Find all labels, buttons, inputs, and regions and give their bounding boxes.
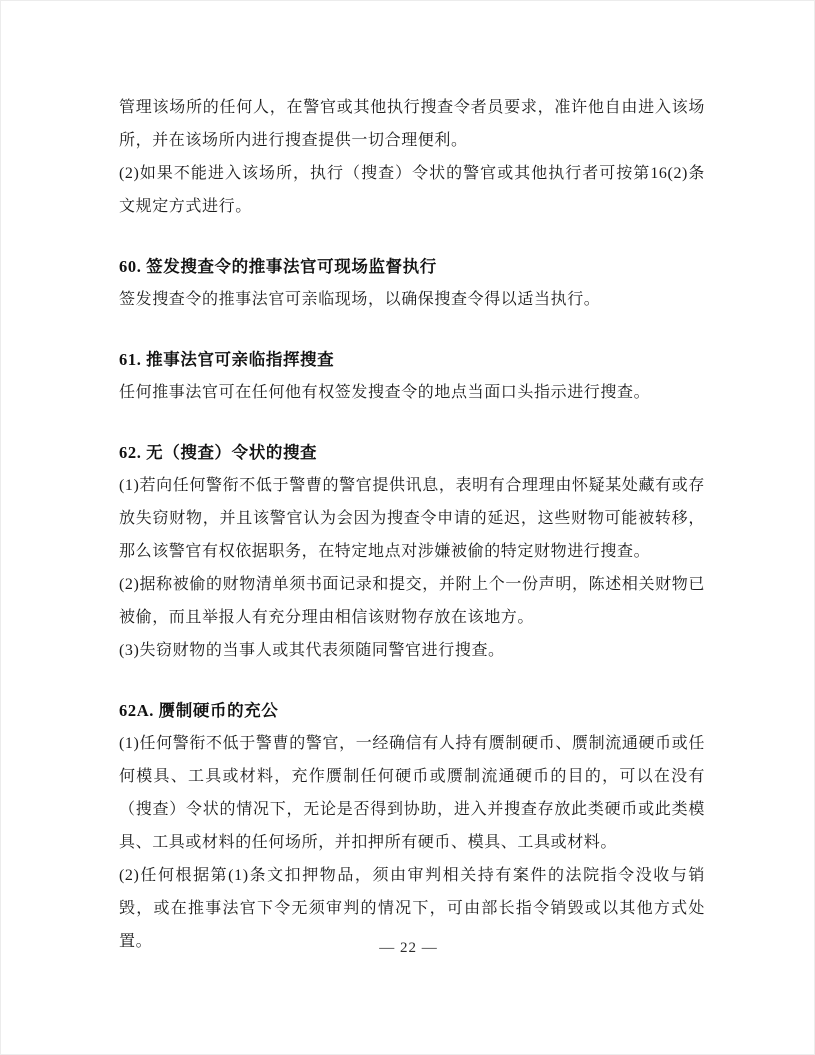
section-60-paragraph-1: 签发搜查令的推事法官可亲临现场，以确保搜查令得以适当执行。: [119, 291, 601, 308]
section-62a-paragraph-1: (1)任何警衔不低于警曹的警官，一经确信有人持有赝制硬币、赝制流通硬币或任何模具、工具或材料，充作赝制任何硬币或赝制流通硬币的目的，可以在没有（搜查）令状的情况下，无论是否得到协助，进入并搜查存放此类硬币或此类模具、工具或材料的任何场所，并扣押所有硬币、模具、工具或材料。: [119, 735, 705, 851]
section-62-paragraph-2: (2)据称被偷的财物清单须书面记录和提交，并附上个一份声明，陈述相关财物已被偷，而且举报人有充分理由相信该财物存放在该地方。: [119, 576, 705, 626]
section-62: [119, 436, 705, 667]
section-61: [119, 343, 705, 409]
section-60: [119, 250, 705, 316]
section-62a-paragraph-2: (2)任何根据第(1)条文扣押物品，须由审判相关持有案件的法院指令没收与销毁，或在推事法官下令无须审判的情况下，可由部长指令销毁或以其他方式处置。: [119, 867, 705, 950]
section-62-paragraph-1: (1)若向任何警衔不低于警曹的警官提供讯息，表明有合理理由怀疑某处藏有或存放失窃财物，并且该警官认为会因为搜查令申请的延迟，这些财物可能被转移，那么该警官有权依据职务，在特定地点对涉嫌被偷的特定财物进行搜查。: [119, 477, 705, 560]
section-60-heading: 60. 签发搜查令的推事法官可现场监督执行: [119, 257, 437, 276]
page-number: — 22 —: [379, 940, 438, 956]
section-62-heading: 62. 无（搜查）令状的搜查: [119, 443, 318, 462]
section-62-paragraph-3: (3)失窃财物的当事人或其代表须随同警官进行搜查。: [119, 642, 505, 659]
page-content: [119, 91, 705, 958]
section-61-heading: 61. 推事法官可亲临指挥搜查: [119, 350, 335, 369]
section-62a: [119, 694, 705, 958]
intro-paragraph-2: (2)如果不能进入该场所，执行（搜查）令状的警官或其他执行者可按第16(2)条文规定方式进行。: [119, 165, 705, 215]
intro-paragraph-continuation: 管理该场所的任何人，在警官或其他执行搜查令者员要求，准许他自由进入该场所，并在该场所内进行搜查提供一切合理便利。: [119, 99, 705, 149]
section-61-paragraph-1: 任何推事法官可在任何他有权签发搜查令的地点当面口头指示进行搜查。: [119, 384, 651, 401]
section-62a-heading: 62A. 赝制硬币的充公: [119, 701, 279, 720]
page-footer: [1, 939, 815, 957]
